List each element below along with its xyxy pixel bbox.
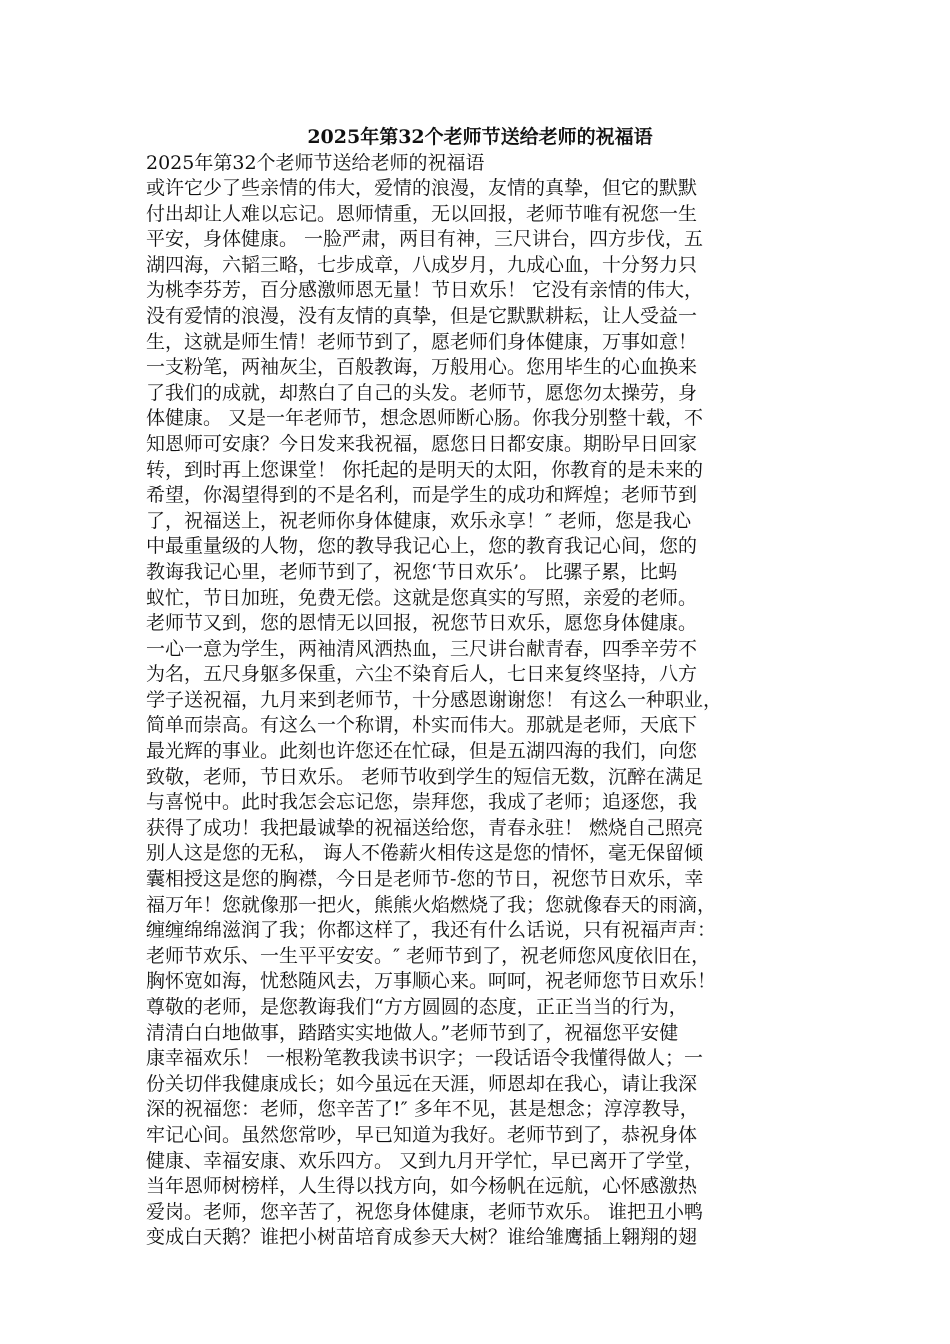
body-text-line-content: 牢记心间。虽然您常吵，早已知道为我好。老师节到了，恭祝身体 — [146, 1123, 698, 1146]
body-text-line-content: 缠缠绵绵滋润了我；你都这样了，我还有什么话说，只有祝福声声： — [146, 919, 717, 942]
body-text-line — [146, 611, 814, 637]
body-text-line — [146, 202, 814, 228]
body-text-line — [146, 176, 814, 202]
body-text-line-content: 致敬，老师，节日欢乐。 老师节收到学生的短信无数，沉醉在满足 — [146, 765, 704, 788]
body-text-line-content: 为名，五尺身躯多保重，六尘不染育后人，七日来复终坚持，八方 — [146, 663, 698, 686]
body-text-line-content: 湖四海，六韬三略，七步成章，八成岁月，九成心血，十分努力只 — [146, 253, 698, 276]
body-text-line — [146, 432, 814, 458]
body-text-line-content: 囊相授这是您的胸襟，今日是老师节-您的节日，祝您节日欢乐，幸 — [146, 868, 704, 891]
body-text-line-content: 没有爱情的浪漫，没有友情的真挚，但是它默默耕耘，让人受益一 — [146, 304, 698, 327]
body-text-line — [146, 1200, 814, 1226]
body-text-line — [146, 253, 814, 279]
body-text-line — [146, 995, 814, 1021]
body-text-line — [146, 969, 814, 995]
body-text-line — [146, 406, 814, 432]
body-text-line — [146, 1174, 814, 1200]
body-text-line-content: 福万年！您就像那一把火，熊熊火焰燃烧了我；您就像春天的雨滴， — [146, 893, 717, 916]
body-text-line — [146, 918, 814, 944]
body-text-line — [146, 841, 814, 867]
body-text-line-content: 最光辉的事业。此刻也许您还在忙碌，但是五湖四海的我们，向您 — [146, 740, 698, 763]
body-text-line — [146, 1225, 814, 1251]
body-text-line — [146, 739, 814, 765]
body-text-line-content: 深的祝福您：老师，您辛苦了!″ 多年不见，甚是想念；淳淳教导， — [146, 1098, 699, 1121]
body-text-line — [146, 944, 814, 970]
body-text-line — [146, 458, 814, 484]
body-text-line — [146, 227, 814, 253]
document-page — [146, 124, 814, 1251]
body-text-line-content: 学子送祝福，九月来到老师节，十分感恩谢谢您！ 有这么一种职业， — [146, 688, 723, 711]
body-text-line-content: 平安，身体健康。 一脸严肃，两目有神，三尺讲台，四方步伐，五 — [146, 228, 704, 251]
body-text-line — [146, 713, 814, 739]
document-subtitle: 2025年第32个老师节送给老师的祝福语 — [146, 152, 485, 174]
body-text-line-content: 老师节欢乐、一生平平安安。″ 老师节到了，祝老师您风度依旧在， — [146, 944, 711, 967]
body-text-line-content: 转，到时再上您课堂！ 你托起的是明天的太阳，你教育的是未来的 — [146, 458, 704, 481]
body-text-line-content: 一支粉笔，两袖灰尘，百般教诲，万般用心。您用毕生的心血换来 — [146, 356, 698, 379]
body-text-line — [146, 355, 814, 381]
body-text-line — [146, 1097, 814, 1123]
body-text-line-content: 爱岗。老师，您辛苦了，祝您身体健康，老师节欢乐。 谁把丑小鸭 — [146, 1200, 704, 1223]
body-text-line-content: 份关切伴我健康成长；如今虽远在天涯，师恩却在我心，请让我深 — [146, 1072, 698, 1095]
body-text-line — [146, 816, 814, 842]
body-text-line-content: 与喜悦中。此时我怎会忘记您，崇拜您，我成了老师；追逐您，我 — [146, 791, 698, 814]
body-text-line — [146, 381, 814, 407]
body-text-line-content: 尊敬的老师，是您教诲我们“方方圆圆的态度，正正当当的行为， — [146, 996, 688, 1018]
body-text-line-content: 教诲我记心里，老师节到了，祝您‘节日欢乐’。 比骡子累，比蚂 — [146, 560, 678, 583]
body-text-line-content: 中最重量级的人物，您的教导我记心上，您的教育我记心间，您的 — [146, 535, 698, 558]
body-text-line — [146, 1149, 814, 1175]
body-text-line — [146, 790, 814, 816]
body-text-line-content: 希望，你渴望得到的不是名利，而是学生的成功和辉煌；老师节到 — [146, 484, 698, 507]
body-text-line — [146, 637, 814, 663]
body-text-line-content: 老师节又到，您的恩情无以回报，祝您节日欢乐，愿您身体健康。 — [146, 612, 698, 635]
body-text-line-content: 清清白白地做事，踏踏实实地做人。”老师节到了，祝福您平安健 — [146, 1021, 679, 1044]
document-title: 2025年第32个老师节送给老师的祝福语 — [307, 126, 653, 148]
body-text-line-content: 付出却让人难以忘记。恩师情重，无以回报，老师节唯有祝您一生 — [146, 202, 698, 225]
body-text-line — [146, 1046, 814, 1072]
body-text-line-content: 当年恩师树榜样，人生得以找方向，如今杨帆在远航，心怀感激热 — [146, 1175, 698, 1198]
body-text-line-content: 知恩师可安康？今日发来我祝福，愿您日日都安康。期盼早日回家 — [146, 432, 698, 455]
body-text-line-content: 了我们的成就，却熬白了自己的头发。老师节，愿您勿太操劳，身 — [146, 381, 698, 404]
body-text-line — [146, 1072, 814, 1098]
body-text-line — [146, 1123, 814, 1149]
body-text-line-content: 一心一意为学生，两袖清风洒热血，三尺讲台献青春，四季辛劳不 — [146, 637, 698, 660]
body-text-line-content: 简单而崇高。有这么一个称谓，朴实而伟大。那就是老师，天底下 — [146, 714, 698, 737]
body-text-line-content: 获得了成功！我把最诚挚的祝福送给您，青春永驻！ 燃烧自己照亮 — [146, 816, 704, 839]
body-text-line-content: 胸怀宽如海，忧愁随风去，万事顺心来。呵呵，祝老师您节日欢乐！ — [146, 970, 717, 993]
document-body — [146, 176, 814, 1251]
body-text-line-content: 生，这就是师生情！老师节到了，愿老师们身体健康，万事如意！ — [146, 330, 698, 353]
body-text-line-content: 健康、幸福安康、欢乐四方。 又到九月开学忙，早已离开了学堂， — [146, 1149, 704, 1172]
body-text-line-content: 体健康。 又是一年老师节，想念恩师断心肠。你我分别整十载，不 — [146, 407, 704, 430]
body-text-line — [146, 586, 814, 612]
body-text-line — [146, 483, 814, 509]
body-text-line — [146, 304, 814, 330]
body-text-line — [146, 278, 814, 304]
body-text-line — [146, 867, 814, 893]
body-text-line — [146, 560, 814, 586]
body-text-line-content: 为桃李芬芳，百分感激师恩无量！节日欢乐！ 它没有亲情的伟大， — [146, 279, 704, 302]
body-text-line-content: 或许它少了些亲情的伟大，爱情的浪漫，友情的真挚，但它的默默 — [146, 177, 698, 199]
body-text-line-content: 变成白天鹅？谁把小树苗培育成参天大树？谁给雏鹰插上翱翔的翅 — [146, 1226, 698, 1249]
body-text-line — [146, 1021, 814, 1047]
body-text-line-content: 了，祝福送上，祝老师你身体健康，欢乐永享！″ 老师，您是我心 — [146, 509, 692, 532]
body-text-line-content: 蚁忙，节日加班，免费无偿。这就是您真实的写照，亲爱的老师。 — [146, 586, 698, 609]
body-text-line-content: 别人这是您的无私， 诲人不倦薪火相传这是您的情怀，毫无保留倾 — [146, 842, 704, 865]
body-text-line — [146, 509, 814, 535]
body-text-line — [146, 534, 814, 560]
body-text-line — [146, 765, 814, 791]
body-text-line-content: 康幸福欢乐！ 一根粉笔教我读书识字；一段话语令我懂得做人；一 — [146, 1047, 704, 1070]
body-text-line — [146, 330, 814, 356]
body-text-line — [146, 893, 814, 919]
body-text-line — [146, 662, 814, 688]
body-text-line — [146, 688, 814, 714]
